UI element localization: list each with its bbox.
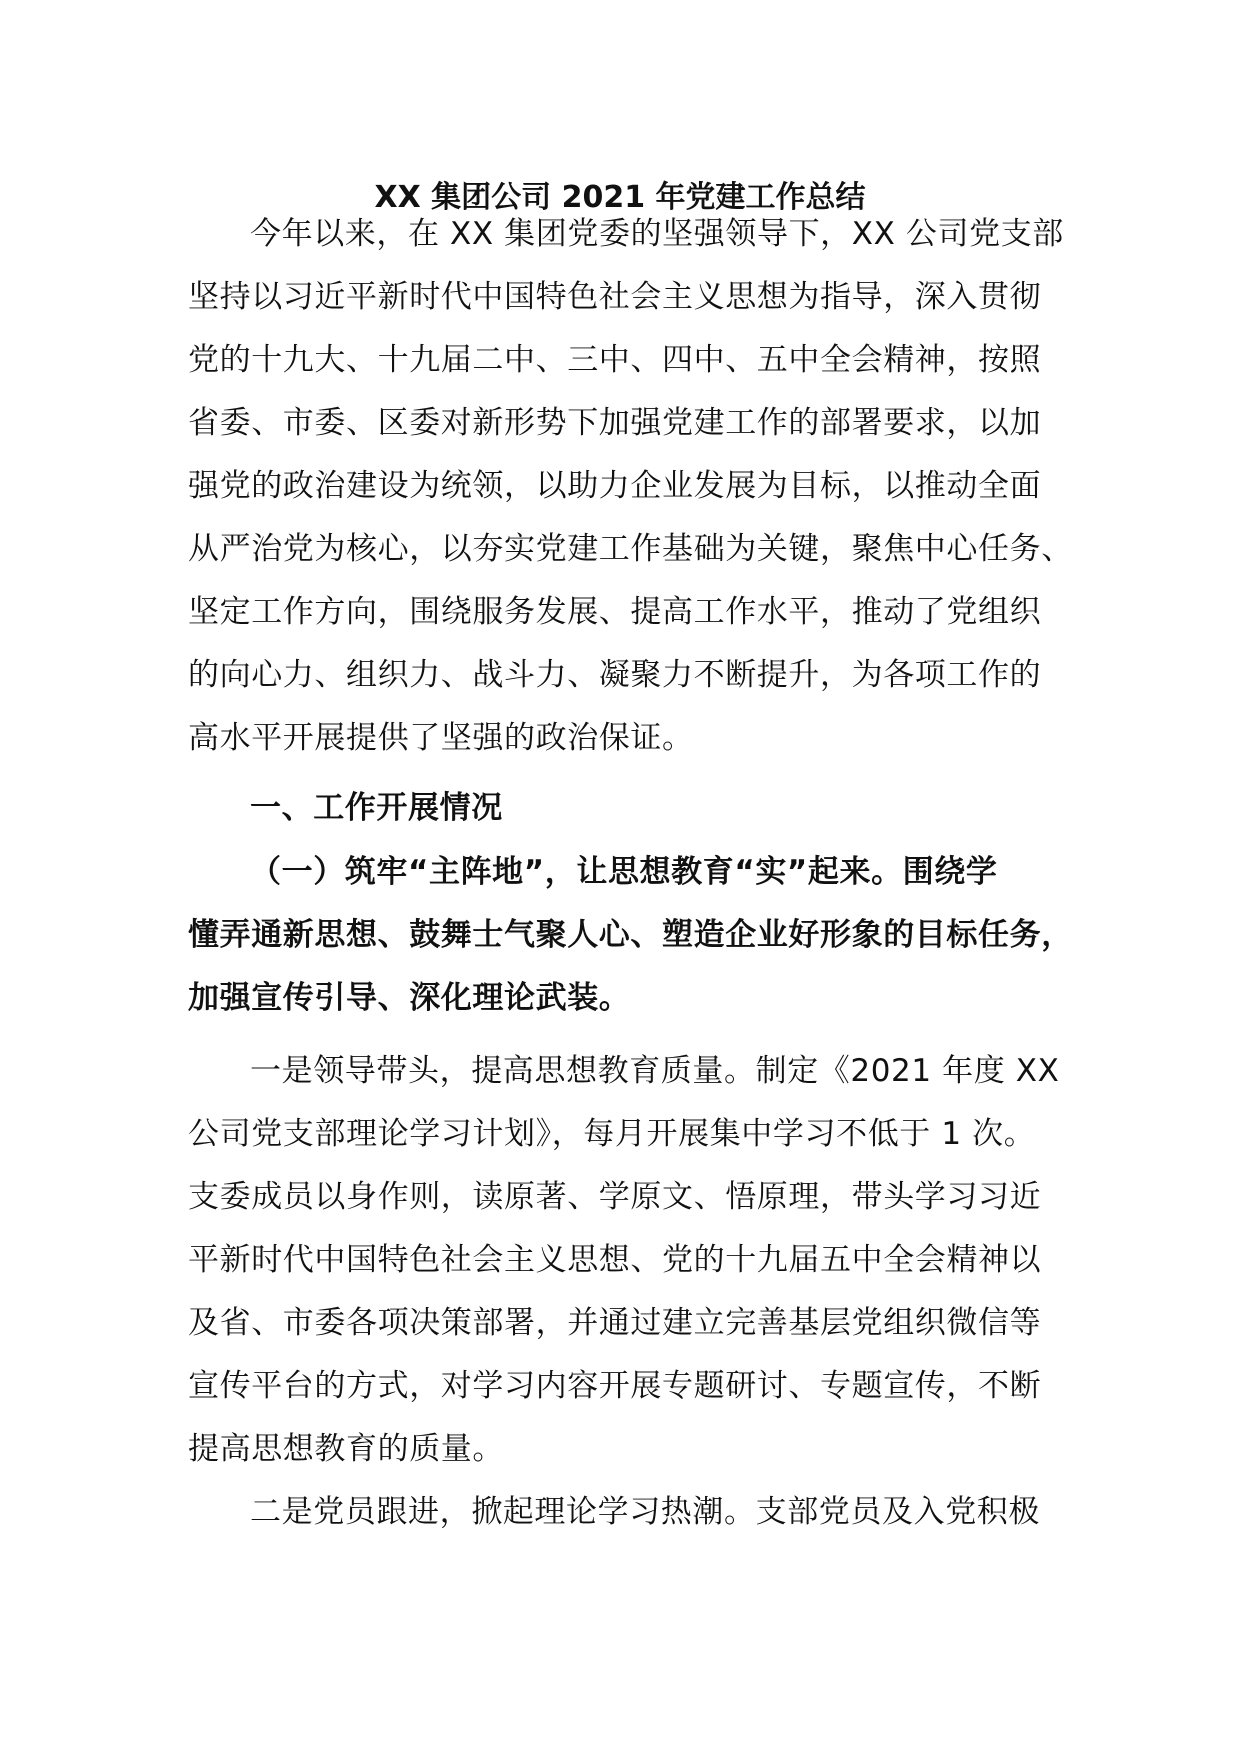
paragraph-one-line-7: 提高思想教育的质量。 [188, 1431, 504, 1467]
paragraph-one-line-2: 公司党支部理论学习计划》，每月开展集中学习不低于 1 次。 [188, 1116, 1036, 1152]
paragraph-one-line-4: 平新时代中国特色社会主义思想、党的十九届五中全会精神以 [188, 1242, 1042, 1278]
paragraph-one-line-5: 及省、市委各项决策部署，并通过建立完善基层党组织微信等 [188, 1305, 1042, 1341]
intro-line-9: 高水平开展提供了坚强的政治保证。 [188, 720, 694, 756]
paragraph-one-line-3: 支委成员以身作则，读原著、学原文、悟原理，带头学习习近 [188, 1179, 1042, 1215]
intro-line-6: 从严治党为核心，以夯实党建工作基础为关键，聚焦中心任务、 [188, 531, 1073, 567]
paragraph-one-line-1: 一是领导带头，提高思想教育质量。制定《2021 年度 XX [250, 1053, 1060, 1089]
intro-line-4: 省委、市委、区委对新形势下加强党建工作的部署要求，以加 [188, 405, 1042, 441]
section-heading: 一、工作开展情况 [250, 790, 503, 826]
paragraph-one-line-6: 宣传平台的方式，对学习内容开展专题研讨、专题宣传，不断 [188, 1368, 1042, 1404]
intro-line-1: 今年以来，在 XX 集团党委的坚强领导下，XX 公司党支部 [250, 216, 1064, 252]
subsection-heading-line-1: （一）筑牢“主阵地”，让思想教育“实”起来。围绕学 [250, 854, 998, 890]
subsection-heading-line-3: 加强宣传引导、深化理论武装。 [188, 980, 631, 1016]
paragraph-two-line-1: 二是党员跟进，掀起理论学习热潮。支部党员及入党积极 [250, 1494, 1040, 1530]
subsection-heading-line-2: 懂弄通新思想、鼓舞士气聚人心、塑造企业好形象的目标任务， [188, 917, 1073, 953]
intro-line-3: 党的十九大、十九届二中、三中、四中、五中全会精神，按照 [188, 342, 1042, 378]
intro-line-8: 的向心力、组织力、战斗力、凝聚力不断提升，为各项工作的 [188, 657, 1042, 693]
intro-line-2: 坚持以习近平新时代中国特色社会主义思想为指导，深入贯彻 [188, 279, 1042, 315]
document-title: XX 集团公司 2021 年党建工作总结 [374, 180, 866, 215]
intro-line-7: 坚定工作方向，围绕服务发展、提高工作水平，推动了党组织 [188, 594, 1042, 630]
intro-line-5: 强党的政治建设为统领，以助力企业发展为目标，以推动全面 [188, 468, 1042, 504]
